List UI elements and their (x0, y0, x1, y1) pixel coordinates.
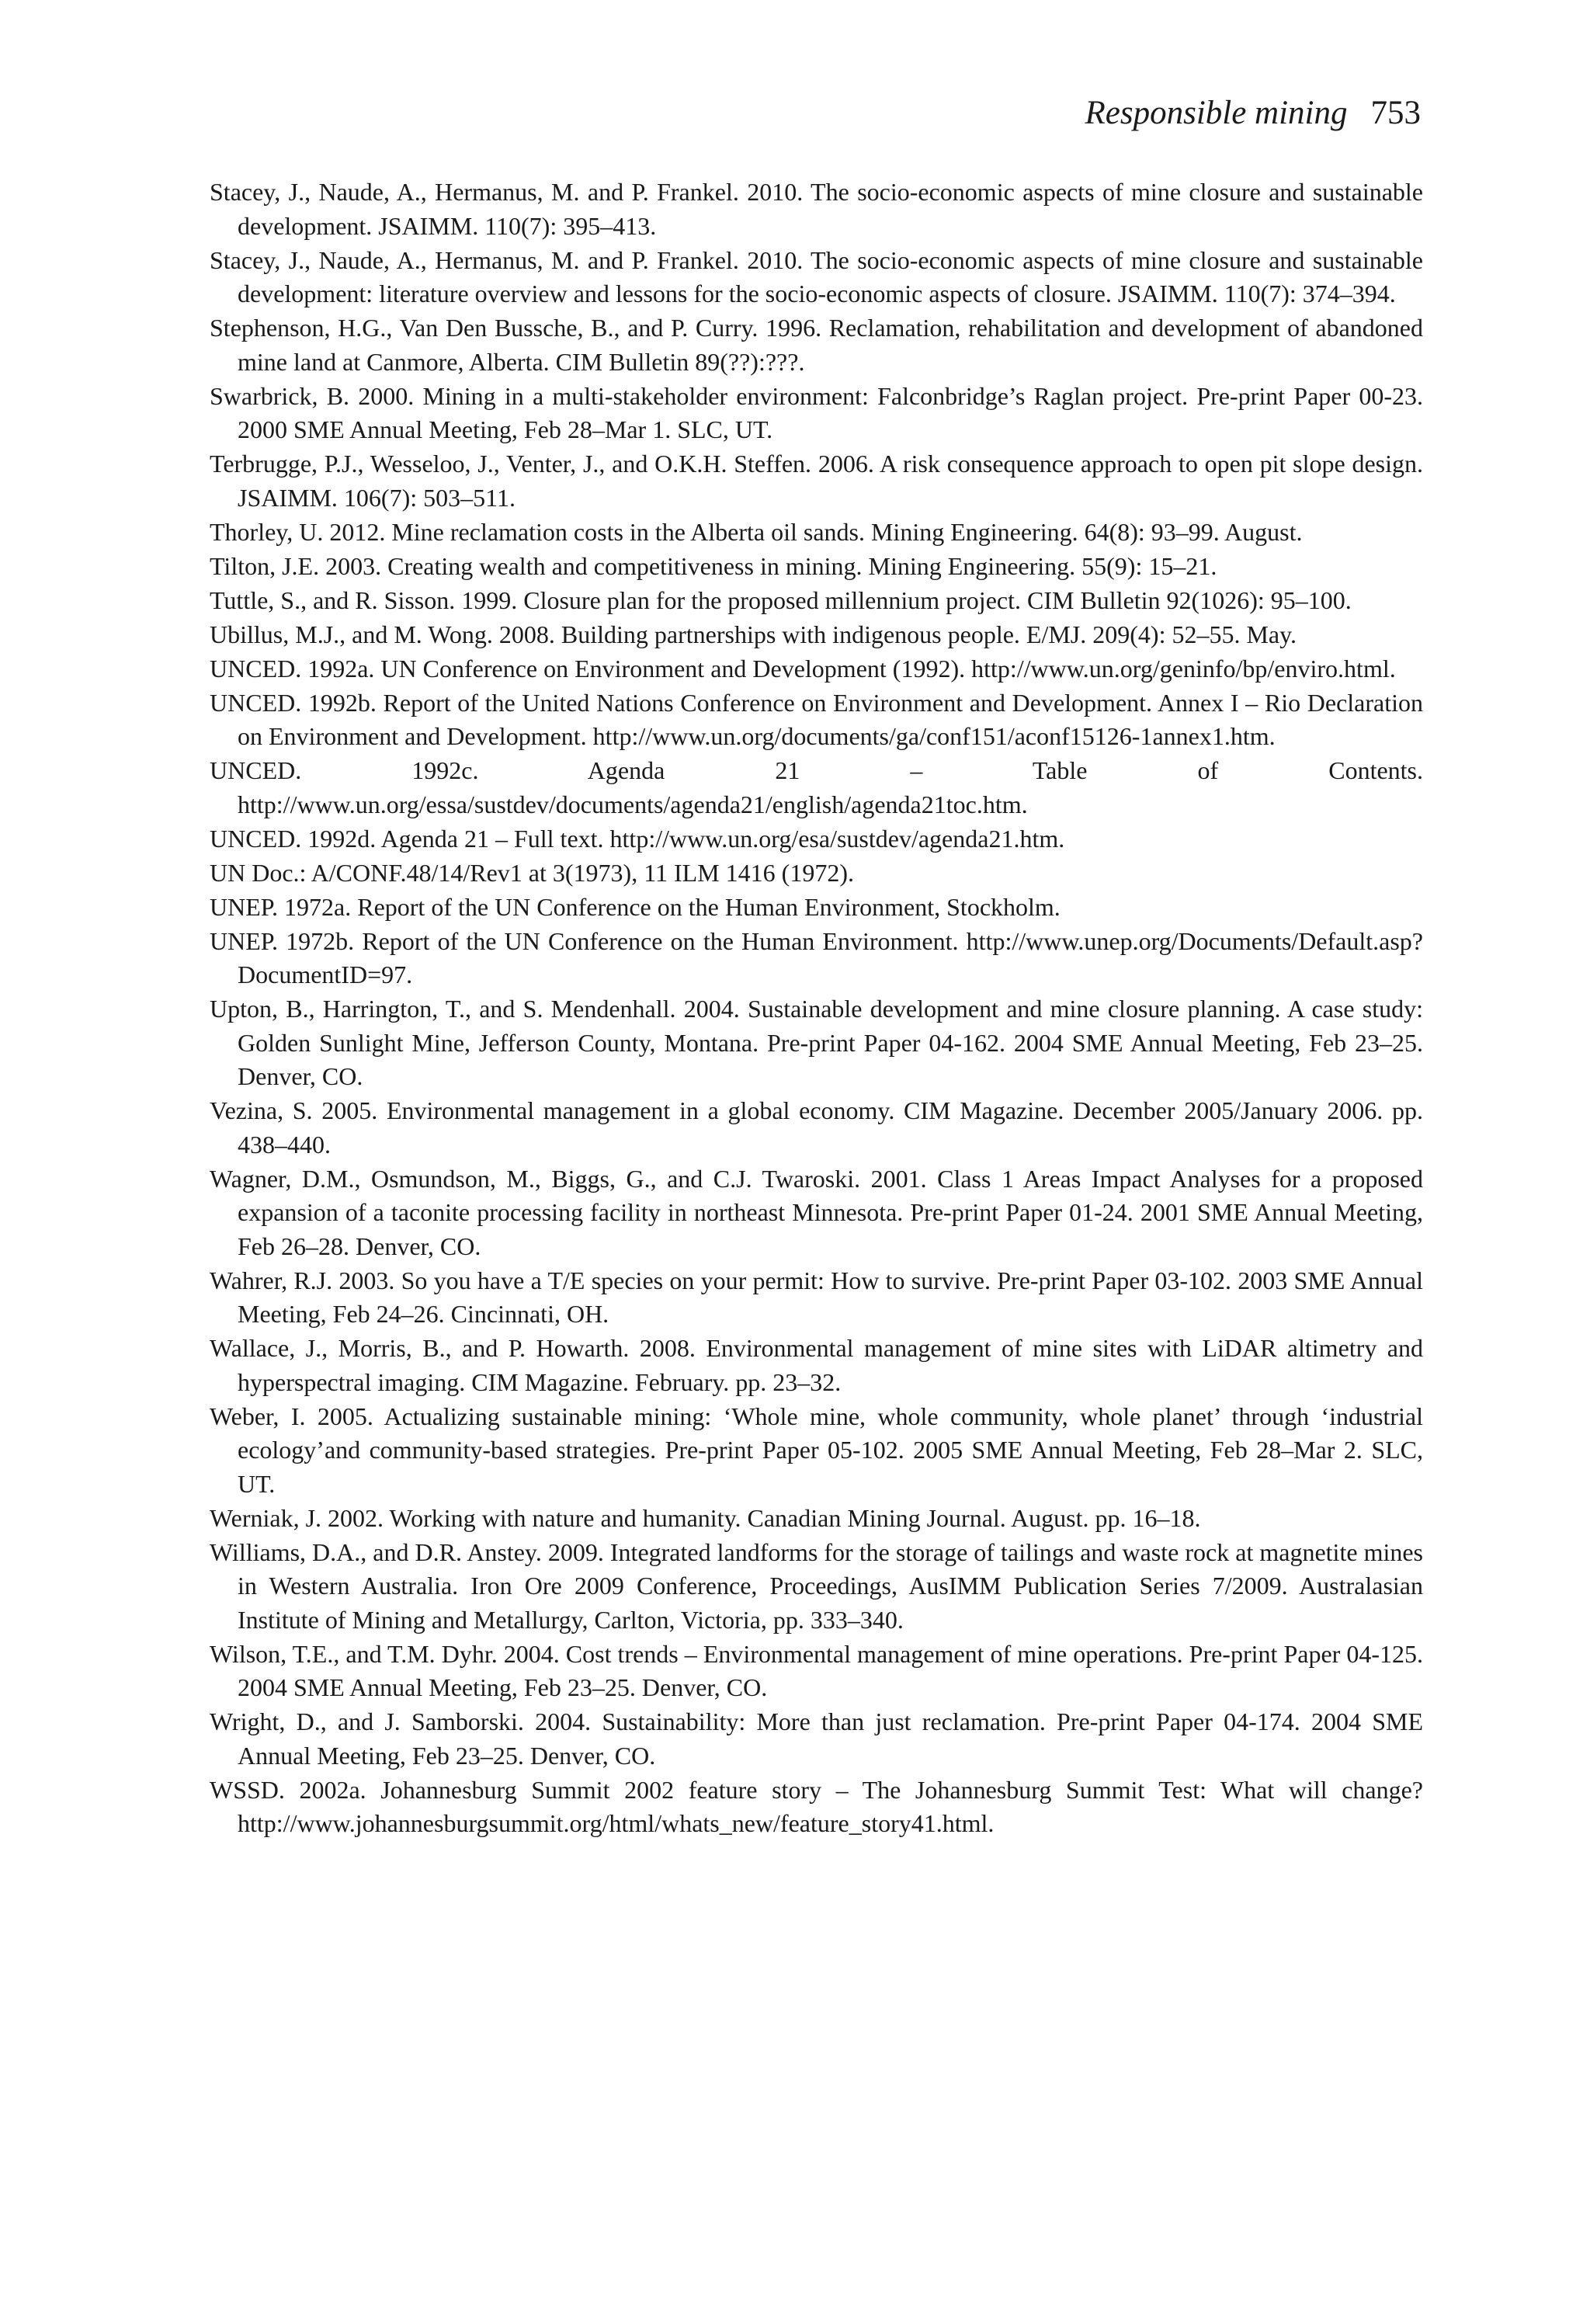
reference-entry: Thorley, U. 2012. Mine reclamation costs in the Alberta oil sands. Mining Engineering. 64(8): 93–99. August. (210, 517, 1303, 546)
reference-entry: UNEP. 1972b. Report of the UN Conference on the Human Environment. http://www.unep.org/Documents/Default.asp?DocumentID=97. (210, 926, 1423, 988)
reference-list (210, 175, 1423, 1841)
reference-entry: Wright, D., and J. Samborski. 2004. Sustainability: More than just reclamation. Pre-print Paper 04-174. 2004 SME Annual Meeting, Feb 23–25. Denver, CO. (210, 1707, 1423, 1770)
reference-entry: UNCED. 1992b. Report of the United Nations Conference on Environment and Development. Annex I – Rio Declaration on Environment and Development. http://www.un.org/documents/ga/conf151/aconf15126-1annex1.htm. (210, 688, 1423, 750)
reference-entry: UNCED. 1992a. UN Conference on Environment and Development (1992). http://www.un.org/geninfo/bp/enviro.html. (210, 654, 1396, 683)
reference-entry: Stephenson, H.G., Van Den Bussche, B., and P. Curry. 1996. Reclamation, rehabilitation and development of abandoned mine land at Canmore, Alberta. CIM Bulletin 89(??):???. (210, 314, 1423, 376)
reference-entry: WSSD. 2002a. Johannesburg Summit 2002 feature story – The Johannesburg Summit Test: What will change? http://www.johannesburgsummit.org/html/whats_new/feature_story41.html. (210, 1775, 1423, 1837)
reference-entry: Wilson, T.E., and T.M. Dyhr. 2004. Cost trends – Environmental management of mine operations. Pre-print Paper 04-125. 2004 SME Annual Meeting, Feb 23–25. Denver, CO. (210, 1639, 1423, 1701)
reference-entry: Tuttle, S., and R. Sisson. 1999. Closure plan for the proposed millennium project. CIM Bulletin 92(1026): 95–100. (210, 585, 1352, 614)
reference-entry: Ubillus, M.J., and M. Wong. 2008. Building partnerships with indigenous people. E/MJ. 209(4): 52–55. May. (210, 620, 1297, 648)
reference-entry: Wagner, D.M., Osmundson, M., Biggs, G., and C.J. Twaroski. 2001. Class 1 Areas Impact Analyses for a proposed expansion of a taconite processing facility in northeast Minnesota. Pre-print Paper 01-24. 2001 SME Annual Meeting, Feb 26–28. Denver, CO. (210, 1164, 1423, 1260)
reference-entry: Swarbrick, B. 2000. Mining in a multi-stakeholder environment: Falconbridge’s Raglan project. Pre-print Paper 00-23. 2000 SME Annual Meeting, Feb 28–Mar 1. SLC, UT. (210, 381, 1423, 443)
reference-entry: Upton, B., Harrington, T., and S. Mendenhall. 2004. Sustainable development and mine closure planning. A case study: Golden Sunlight Mine, Jefferson County, Montana. Pre-print Paper 04-162. 2004 SME Annual Meeting, Feb 23–25. Denver, CO. (210, 995, 1423, 1090)
reference-entry: Wahrer, R.J. 2003. So you have a T/E species on your permit: How to survive. Pre-print Paper 03-102. 2003 SME Annual Meeting, Feb 24–26. Cincinnati, OH. (210, 1266, 1423, 1328)
reference-entry: UN Doc.: A/CONF.48/14/Rev1 at 3(1973), 11 ILM 1416 (1972). (210, 858, 854, 887)
reference-entry: UNCED. 1992d. Agenda 21 – Full text. http://www.un.org/esa/sustdev/agenda21.htm. (210, 824, 1065, 853)
running-title: Responsible mining (1085, 95, 1348, 131)
reference-entry: Vezina, S. 2005. Environmental management in a global economy. CIM Magazine. December 2005/January 2006. pp. 438–440. (210, 1096, 1423, 1159)
reference-entry: Stacey, J., Naude, A., Hermanus, M. and P. Frankel. 2010. The socio-economic aspects of mine closure and sustainable development: literature overview and lessons for the socio-economic aspects of closure. JSAIMM. 110(7): 374–394. (210, 245, 1423, 307)
reference-entry: Werniak, J. 2002. Working with nature and humanity. Canadian Mining Journal. August. pp. 16–18. (210, 1503, 1201, 1532)
reference-entry: Stacey, J., Naude, A., Hermanus, M. and P. Frankel. 2010. The socio-economic aspects of mine closure and sustainable development. JSAIMM. 110(7): 395–413. (210, 178, 1423, 240)
reference-entry: Weber, I. 2005. Actualizing sustainable mining: ‘Whole mine, whole community, whole planet’ through ‘industrial ecology’and community-based strategies. Pre-print Paper 05-102. 2005 SME Annual Meeting, Feb 28–Mar 2. SLC, UT. (210, 1402, 1423, 1498)
reference-entry: Wallace, J., Morris, B., and P. Howarth. 2008. Environmental management of mine sites with LiDAR altimetry and hyperspectral imaging. CIM Magazine. February. pp. 23–32. (210, 1334, 1423, 1396)
reference-entry: UNEP. 1972a. Report of the UN Conference on the Human Environment, Stockholm. (210, 892, 1061, 921)
page-header (1085, 92, 1422, 135)
reference-entry: Terbrugge, P.J., Wesseloo, J., Venter, J., and O.K.H. Steffen. 2006. A risk consequence approach to open pit slope design. JSAIMM. 106(7): 503–511. (210, 450, 1423, 512)
reference-entry: UNCED. 1992c. Agenda 21 – Table of Contents. http://www.un.org/essa/sustdev/documents/agenda21/english/agenda21toc.htm. (210, 756, 1423, 818)
reference-entry: Williams, D.A., and D.R. Anstey. 2009. Integrated landforms for the storage of tailings and waste rock at magnetite mines in Western Australia. Iron Ore 2009 Conference, Proceedings, AusIMM Publication Series 7/2009. Australasian Institute of Mining and Metallurgy, Carlton, Victoria, pp. 333–340. (210, 1537, 1423, 1634)
page-number: 753 (1370, 95, 1421, 131)
reference-entry: Tilton, J.E. 2003. Creating wealth and competitiveness in mining. Mining Engineering. 55(9): 15–21. (210, 551, 1217, 580)
